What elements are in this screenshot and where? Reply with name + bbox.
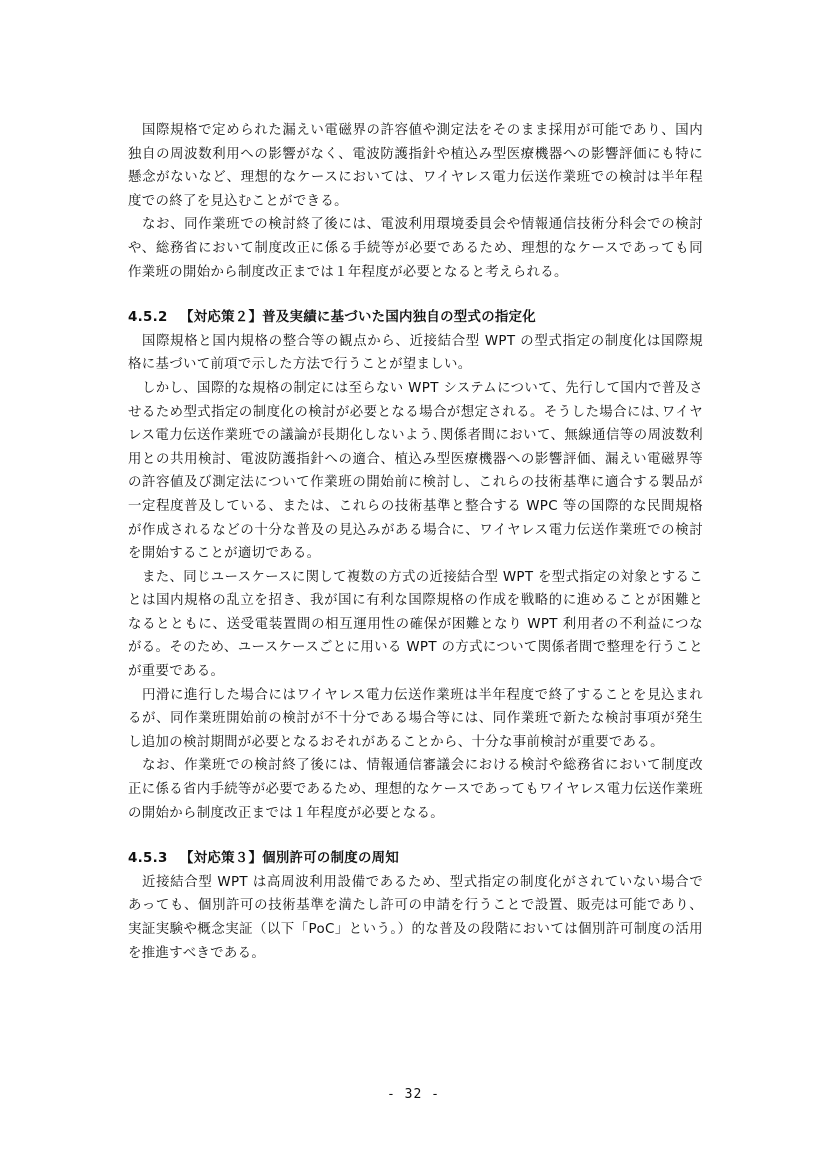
section-heading-4-5-3 [128, 847, 703, 871]
section-spacer [128, 284, 703, 306]
section-title: 【対応策２】普及実績に基づいた国内独自の型式の指定化 [180, 310, 536, 326]
section-heading-4-5-2 [128, 306, 703, 330]
section-spacer [128, 825, 703, 847]
page-number: - 32 - [387, 1087, 440, 1102]
section-4-5-2-paragraph-2: しかし、国際的な規格の制定には至らない WPT システムについて、先行して国内で普及させるため型式指定の制度化の検討が必要となる場合が想定される。そうした場合には､ワイヤレス電力伝送作業班での議論が長期化しないよう､関係者間において、無線通信等の周波数利用との共用検討、電波防護指針への適合、植込み型医療機器への影響評価、漏えい電磁界等の許容値及び測定法について作業班の開始前に検討し、これらの技術基準に適合する製品が一定程度普及している、または、これらの技術基準と整合する WPC 等の国際的な民間規格が作成されるなどの十分な普及の見込みがある場合に、ワイヤレス電力伝送作業班での検討を開始することが適切である。 [128, 380, 703, 562]
section-4-5-2-paragraph-1: 国際規格と国内規格の整合等の観点から、近接結合型 WPT の型式指定の制度化は国際規格に基づいて前項で示した方法で行うことが望ましい。 [128, 333, 703, 373]
section-number: 4.5.2 [128, 310, 168, 326]
document-body [128, 119, 703, 965]
section-number: 4.5.3 [128, 851, 168, 867]
section-4-5-2-paragraph-3: また、同じユースケースに関して複数の方式の近接結合型 WPT を型式指定の対象とすることは国内規格の乱立を招き、我が国に有利な国際規格の作成を戦略的に進めることが困難となるとともに、送受電装置間の相互運用性の確保が困難となり WPT 利用者の不利益につながる。そのため、ユースケースごとに用いる WPT の方式について関係者間で整理を行うことが重要である。 [128, 569, 703, 680]
section-4-5-3-paragraph-1: 近接結合型 WPT は高周波利用設備であるため、型式指定の制度化がされていない場合であっても、個別許可の技術基準を満たし許可の申請を行うことで設置、販売は可能であり、実証実験や概念実証（以下「PoC」という。）的な普及の段階においては個別許可制度の活用を推進すべきである。 [128, 874, 703, 961]
section-4-5-2-paragraph-4: 円滑に進行した場合にはワイヤレス電力伝送作業班は半年程度で終了することを見込まれるが、同作業班開始前の検討が不十分である場合等には、同作業班で新たな検討事項が発生し追加の検討期間が必要となるおそれがあることから、十分な事前検討が重要である。 [128, 687, 703, 750]
intro-paragraph-2: なお、同作業班での検討終了後には、電波利用環境委員会や情報通信技術分科会での検討や、総務省において制度改正に係る手続等が必要であるため、理想的なケースであっても同作業班の開始から制度改正までは１年程度が必要となると考えられる。 [128, 217, 703, 280]
section-title: 【対応策３】個別許可の制度の周知 [180, 851, 400, 867]
intro-paragraph-1: 国際規格で定められた漏えい電磁界の許容値や測定法をそのまま採用が可能であり、国内独自の周波数利用への影響がなく、電波防護指針や植込み型医療機器への影響評価にも特に懸念がないなど、理想的なケースにおいては、ワイヤレス電力伝送作業班での検討は半年程度での終了を見込むことができる。 [128, 123, 703, 209]
section-4-5-2-paragraph-5: なお、作業班での検討終了後には、情報通信審議会における検討や総務省において制度改正に係る省内手続等が必要であるため、理想的なケースであってもワイヤレス電力伝送作業班の開始から制度改正までは１年程度が必要となる。 [128, 758, 703, 821]
